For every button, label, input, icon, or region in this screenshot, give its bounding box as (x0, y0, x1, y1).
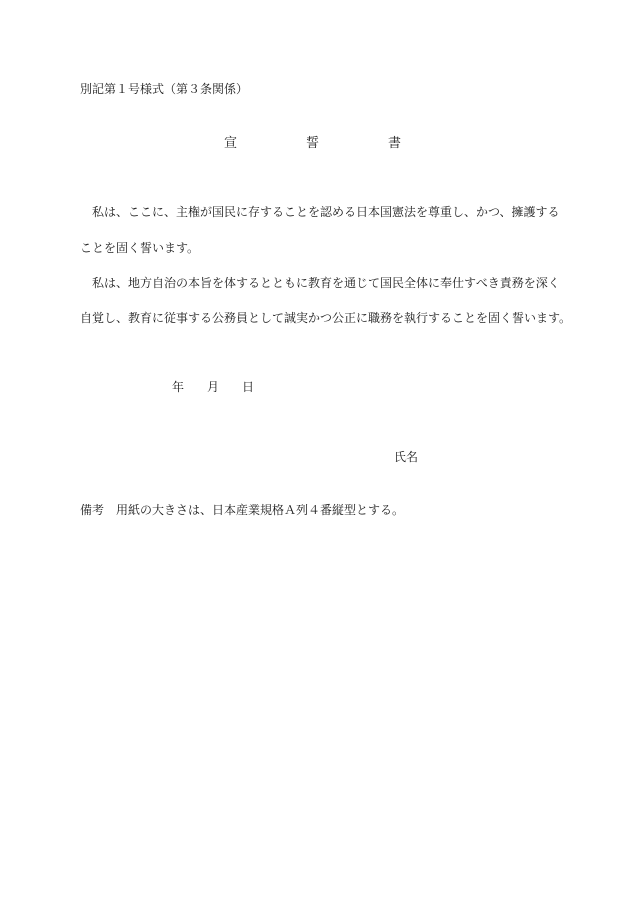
remark (80, 501, 404, 518)
title-char: 書 (388, 136, 402, 151)
form-reference: 別記第１号様式（第３条関係） (80, 82, 249, 96)
oath-paragraph-2-line-1: 私は、地方自治の本旨を体するとともに教育を通じて国民全体に奉仕すべき責務を深く (92, 276, 560, 290)
date-field (0, 378, 630, 396)
day-label: 日 (242, 380, 255, 394)
oath-paragraph-1-line-2: ことを固く誓います。 (80, 241, 200, 255)
oath-paragraph-1-line-1: 私は、ここに、主権が国民に存することを認める日本国憲法を尊重し、かつ、擁護する (92, 205, 560, 219)
year-label: 年 (172, 380, 185, 394)
month-label: 月 (207, 380, 220, 394)
document-title (0, 132, 630, 150)
name-label: 氏名 (394, 450, 419, 464)
remark-text: 用紙の大きさは、日本産業規格Ａ列４番縦型とする。 (116, 503, 405, 517)
oath-paragraph-2-line-2: 自覚し、教育に従事する公務員として誠実かつ公正に職務を執行することを固く誓います。 (80, 311, 572, 325)
title-char: 宣 (224, 136, 238, 151)
title-char: 誓 (306, 136, 320, 151)
remark-heading: 備考 (80, 503, 105, 517)
